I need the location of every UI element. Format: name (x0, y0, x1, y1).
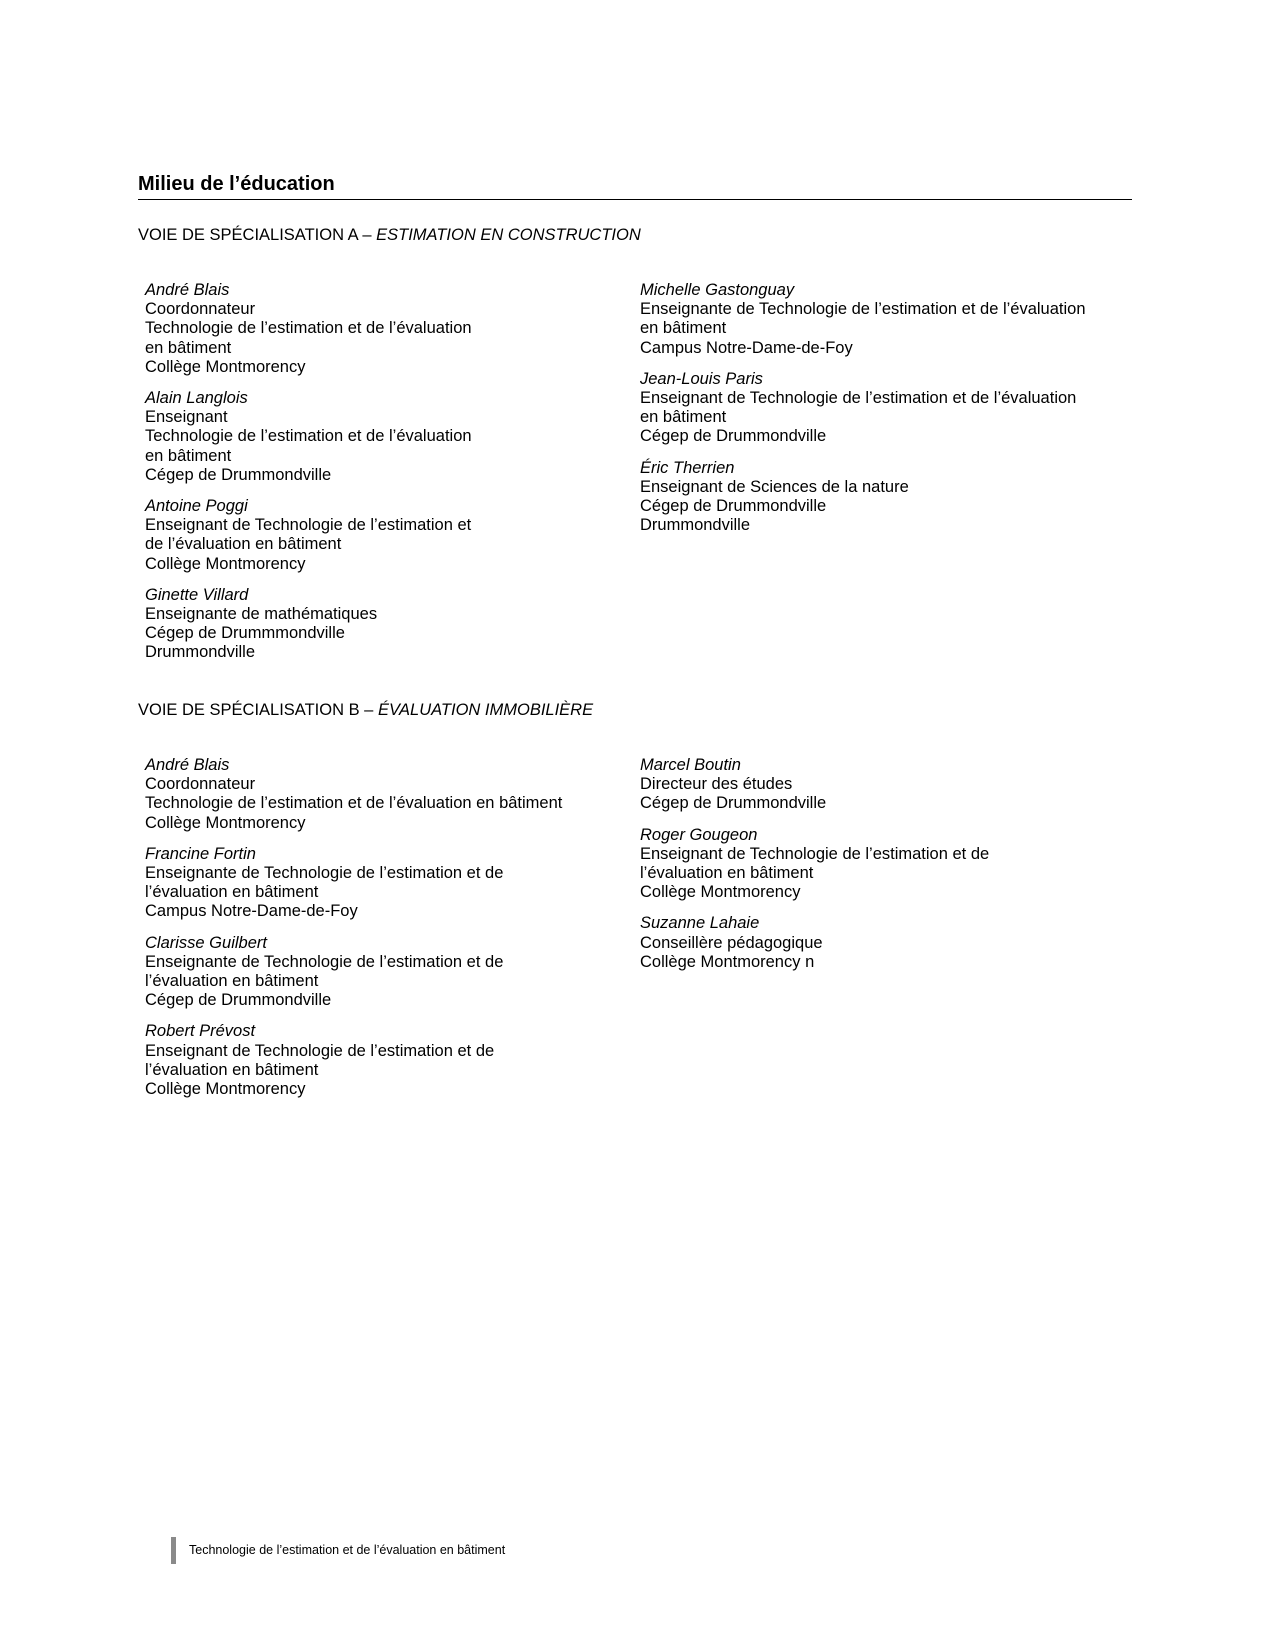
contact-name: Éric Therrien (640, 458, 735, 477)
contact-detail-line: Technologie de l’estimation et de l’évaluation (145, 319, 472, 338)
contact-detail-line: Cégep de Drummondville (145, 991, 332, 1010)
contact-entry (145, 845, 615, 922)
contact-detail-line: en bâtiment (145, 446, 232, 465)
contact-detail-line: Enseignant de Sciences de la nature (640, 477, 909, 496)
contact-entry (640, 370, 1110, 447)
section-heading-a-title: ESTIMATION EN CONSTRUCTION (376, 226, 641, 244)
contact-detail-line: en bâtiment (640, 319, 727, 338)
contact-detail-line: Cégep de Drummondville (640, 427, 827, 446)
footer-bar (171, 1537, 176, 1564)
contact-entry (640, 756, 1110, 814)
contact-name: Marcel Boutin (640, 756, 741, 774)
contact-detail-line: l’évaluation en bâtiment (145, 883, 319, 902)
contact-entry (145, 586, 615, 663)
contact-detail-line: Enseignant de Technologie de l’estimation et de l’évaluation (640, 389, 1077, 408)
contact-detail-line: en bâtiment (145, 338, 232, 357)
contact-detail-line: Collège Montmorency (145, 554, 306, 573)
contact-detail-line: Campus Notre-Dame-de-Foy (145, 902, 358, 921)
contact-detail-line: Coordonnateur (145, 300, 256, 319)
contact-detail-line: l’évaluation en bâtiment (145, 972, 319, 991)
contact-detail-line: Collège Montmorency (145, 1080, 306, 1099)
contact-detail-line: Cégep de Drummmondville (145, 624, 345, 643)
contact-detail-line: Enseignante de Technologie de l’estimation et de (145, 864, 504, 883)
section-heading-a (138, 225, 1132, 245)
contact-entry (145, 497, 615, 574)
section-a-left-column (145, 281, 615, 675)
contact-entry (640, 914, 1110, 972)
contact-detail-line: Enseignant (145, 408, 228, 427)
contact-detail-line: Collège Montmorency (145, 357, 306, 376)
contact-entry (145, 281, 615, 377)
section-b-left-column (145, 756, 615, 1111)
section-heading-b-prefix: VOIE DE SPÉCIALISATION B – (138, 701, 378, 719)
contact-detail-line: Directeur des études (640, 775, 793, 794)
contact-name: André Blais (145, 756, 230, 774)
contact-name: Michelle Gastonguay (640, 281, 795, 299)
section-heading-b-title: ÉVALUATION IMMOBILIÈRE (377, 701, 594, 719)
contact-entry (145, 934, 615, 1011)
section-a-right-column (640, 281, 1110, 547)
contact-entry (640, 826, 1110, 903)
contact-detail-line: Cégep de Drummondville (640, 794, 827, 813)
contact-detail-line: Enseignant de Technologie de l’estimation et de (640, 844, 990, 863)
contact-detail-line: en bâtiment (640, 408, 727, 427)
contact-detail-line: l’évaluation en bâtiment (640, 864, 814, 883)
contact-name: Alain Langlois (145, 389, 248, 408)
contact-entry (640, 459, 1110, 536)
contact-detail-line: Technologie de l’estimation et de l’évaluation (145, 427, 472, 446)
contact-detail-line: Collège Montmorency (145, 813, 306, 832)
contact-detail-line: l’évaluation en bâtiment (145, 1060, 319, 1079)
contact-detail-line: Conseillère pédagogique (640, 933, 823, 952)
contact-entry (145, 389, 615, 485)
section-b-right-column (640, 756, 1110, 984)
contact-name: Clarisse Guilbert (145, 933, 267, 952)
contact-name: Suzanne Lahaie (640, 914, 760, 933)
contact-entry (640, 281, 1110, 358)
contact-detail-line: Enseignant de Technologie de l’estimation et (145, 516, 472, 535)
contact-name: Francine Fortin (145, 844, 256, 863)
page-title: Milieu de l’éducation (138, 172, 1132, 200)
contact-detail-line: Collège Montmorency (640, 883, 801, 902)
contact-entry (145, 1022, 615, 1099)
contact-detail-line: Campus Notre-Dame-de-Foy (640, 338, 853, 357)
contact-detail-line: Cégep de Drummondville (145, 465, 332, 484)
contact-detail-line: Technologie de l’estimation et de l’évaluation en bâtiment (145, 794, 563, 813)
contact-detail-line: Cégep de Drummondville (640, 497, 827, 516)
contact-detail-line: Collège Montmorency n (640, 952, 815, 971)
contact-name: Robert Prévost (145, 1022, 256, 1041)
footer-text: Technologie de l’estimation et de l’évaluation en bâtiment (189, 1543, 506, 1557)
contact-entry (145, 756, 615, 833)
section-heading-a-prefix: VOIE DE SPÉCIALISATION A – (138, 226, 377, 244)
contact-detail-line: Drummondville (640, 516, 751, 535)
contact-name: Jean-Louis Paris (640, 369, 763, 388)
contact-detail-line: Enseignante de Technologie de l’estimation et de l’évaluation (640, 300, 1086, 319)
contact-name: Roger Gougeon (640, 825, 758, 844)
contact-name: Antoine Poggi (145, 497, 248, 516)
contact-detail-line: Enseignante de mathématiques (145, 605, 378, 624)
contact-name: André Blais (145, 281, 230, 299)
contact-detail-line: Enseignante de Technologie de l’estimation et de (145, 952, 504, 971)
section-heading-b (138, 700, 1132, 720)
contact-detail-line: Drummondville (145, 643, 256, 662)
contact-detail-line: de l’évaluation en bâtiment (145, 535, 342, 554)
contact-detail-line: Coordonnateur (145, 775, 256, 794)
contact-name: Ginette Villard (145, 585, 249, 604)
contact-detail-line: Enseignant de Technologie de l’estimation et de (145, 1041, 495, 1060)
